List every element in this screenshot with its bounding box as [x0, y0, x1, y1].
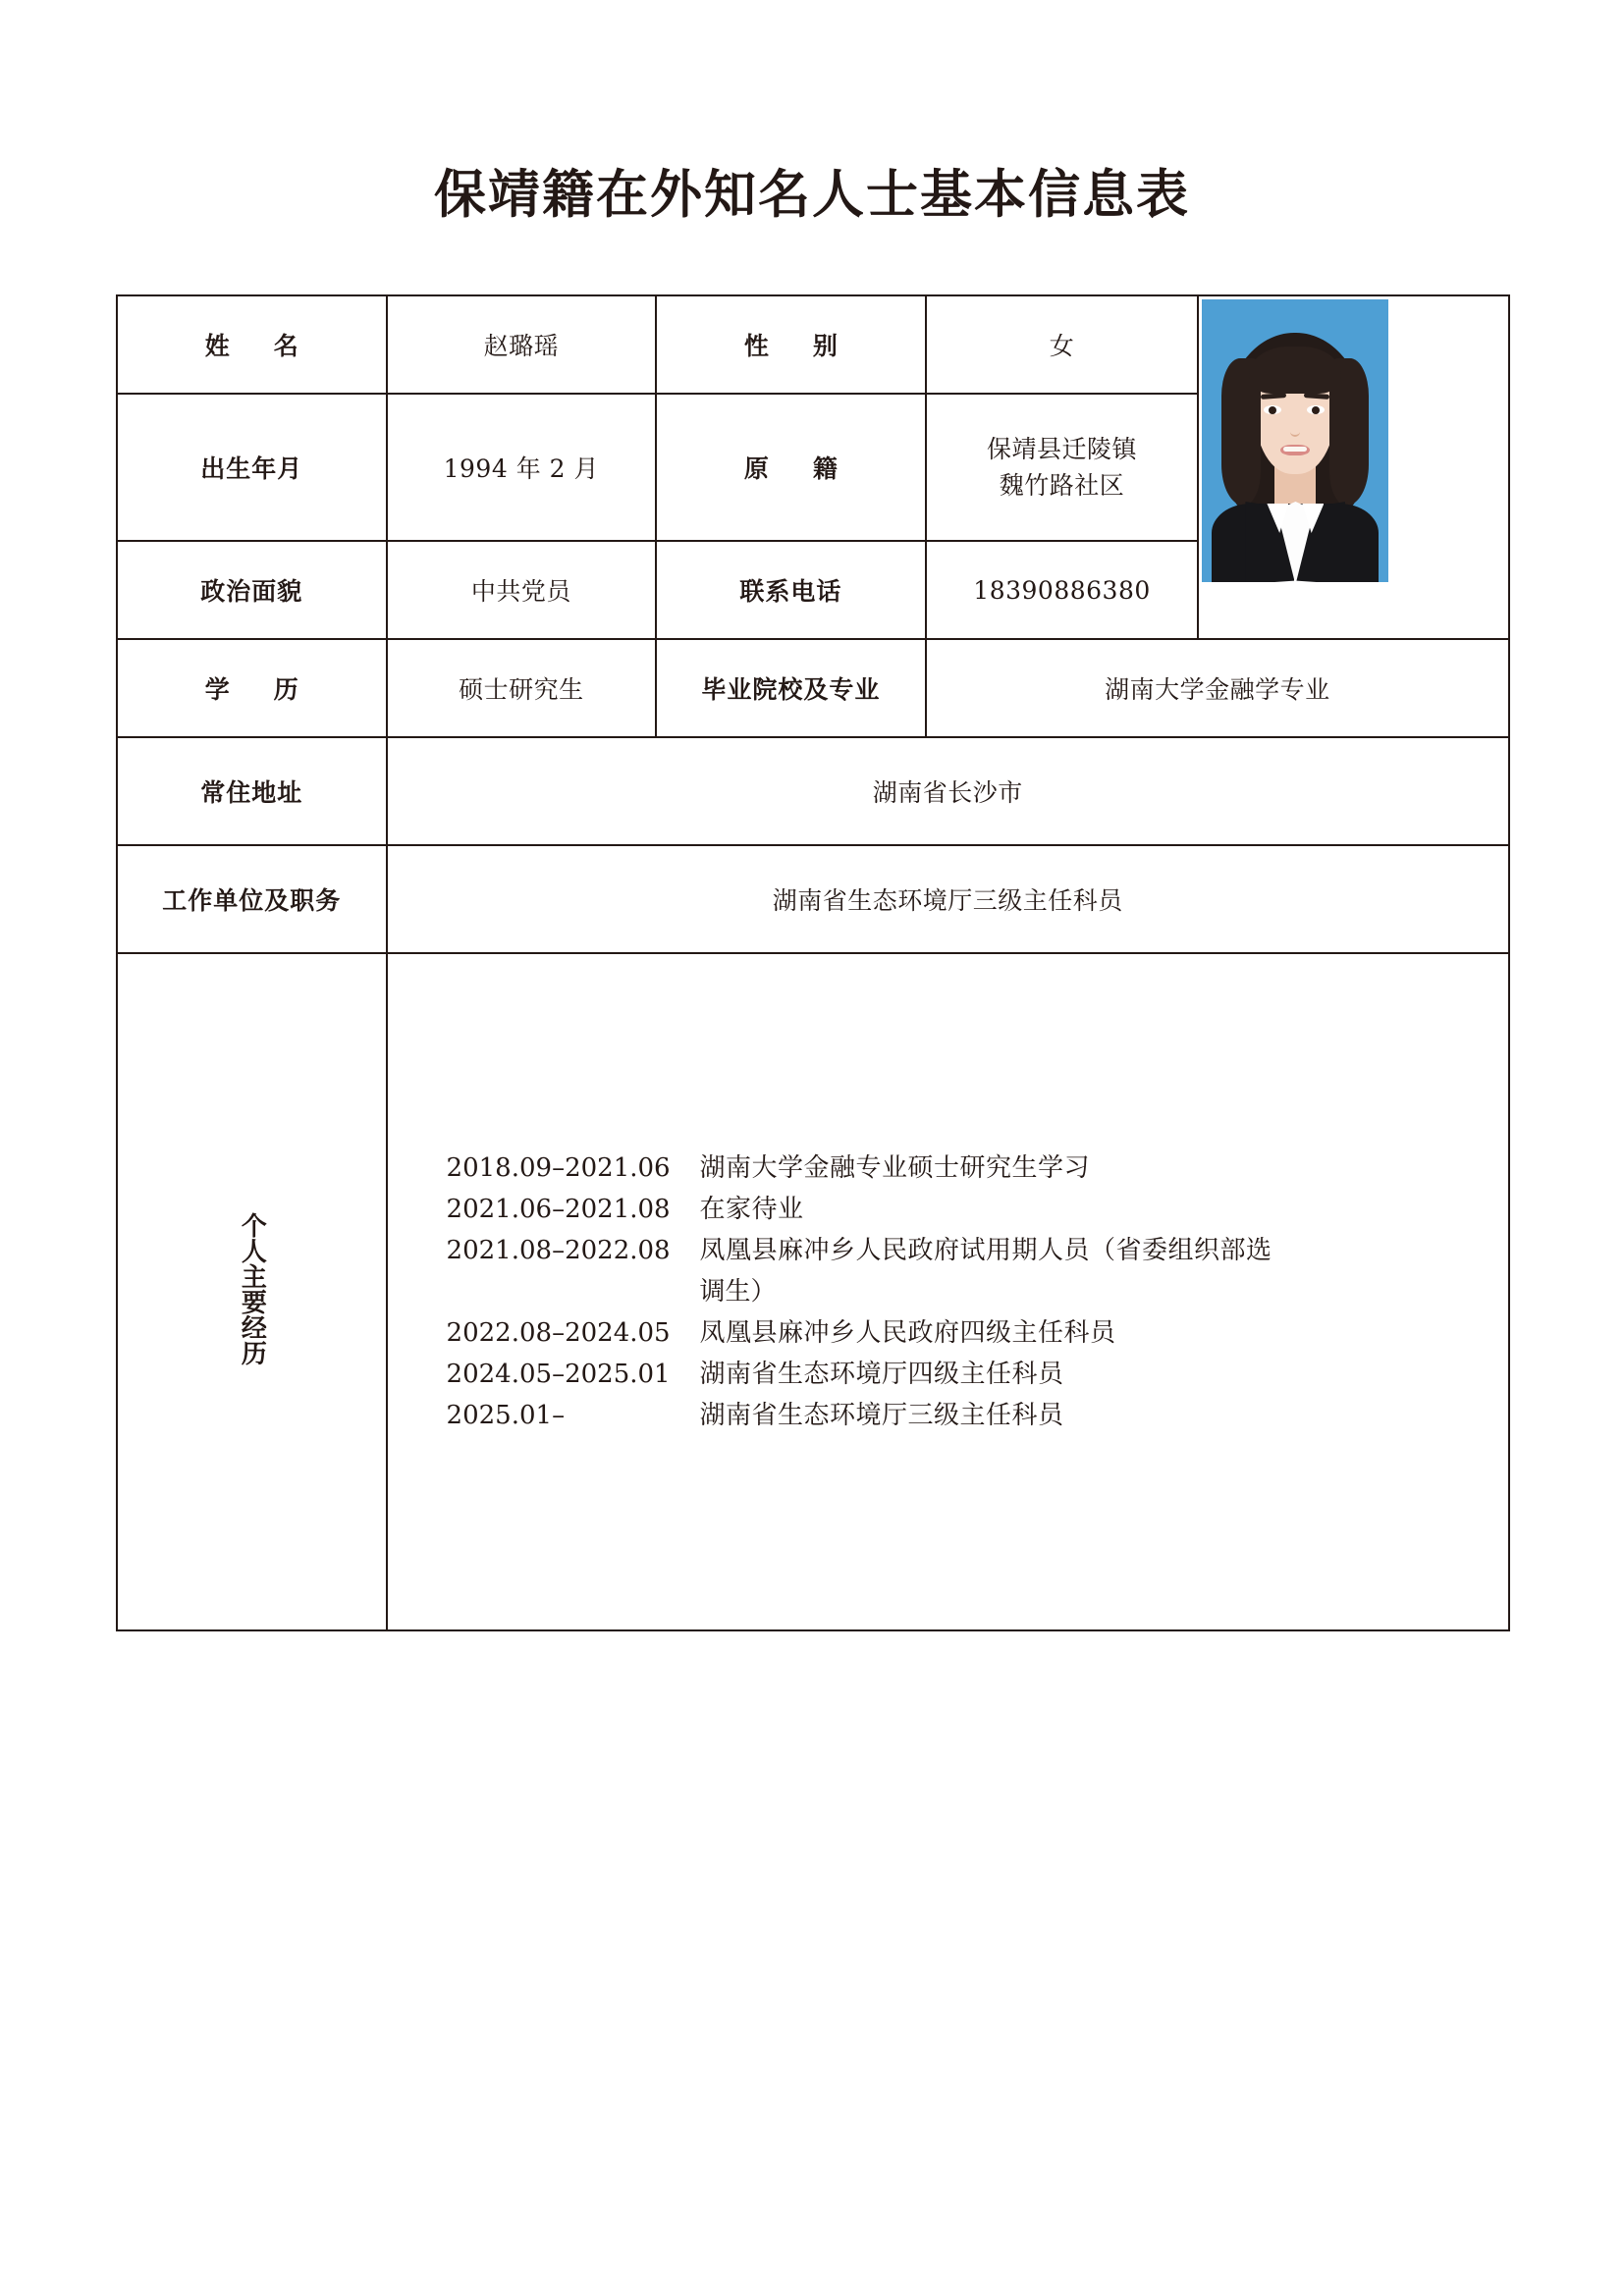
value-political-status: 中共党员 — [387, 541, 657, 639]
experience-description: 湖南大学金融专业硕士研究生学习 — [699, 1152, 1091, 1183]
experience-description: 在家待业 — [699, 1194, 804, 1224]
experience-period: 2021.06–2021.08 — [446, 1194, 671, 1224]
value-school-major: 湖南大学金融学专业 — [926, 639, 1509, 737]
experience-item — [447, 1395, 1508, 1436]
experience-period: 2021.08–2022.08 — [446, 1235, 671, 1265]
label-experience: 个人主要经历 — [237, 1212, 267, 1365]
experience-list — [447, 1148, 1508, 1437]
experience-period: 2022.08–2024.05 — [446, 1318, 671, 1349]
experience-item — [447, 1230, 1508, 1271]
photo-cell — [1198, 295, 1509, 639]
value-origin-line1: 保靖县迁陵镇 — [987, 434, 1138, 463]
experience-description: 凤凰县麻冲乡人民政府四级主任科员 — [699, 1318, 1116, 1349]
table-row-experience — [117, 953, 1509, 1630]
portrait-nose — [1290, 421, 1300, 437]
portrait-bangs — [1249, 347, 1341, 394]
label-school-major: 毕业院校及专业 — [656, 639, 926, 737]
experience-period: 2018.09–2021.06 — [446, 1152, 671, 1183]
experience-body — [388, 1148, 1508, 1437]
label-name: 姓 名 — [117, 295, 387, 394]
id-photo-image — [1202, 299, 1388, 582]
label-origin: 原 籍 — [656, 394, 926, 541]
label-work-unit: 工作单位及职务 — [117, 845, 387, 953]
value-experience-cell — [387, 953, 1509, 1630]
label-birth-date: 出生年月 — [117, 394, 387, 541]
value-residence: 湖南省长沙市 — [387, 737, 1509, 845]
experience-item — [447, 1189, 1508, 1230]
experience-description-continued: 调生） — [699, 1276, 777, 1307]
experience-item — [447, 1148, 1508, 1189]
label-gender: 性 别 — [656, 295, 926, 394]
value-origin — [926, 394, 1199, 541]
label-experience-cell — [117, 953, 387, 1630]
value-phone: 18390886380 — [926, 541, 1199, 639]
table-row-education — [117, 639, 1509, 737]
value-gender: 女 — [926, 295, 1199, 394]
page-title: 保靖籍在外知名人士基本信息表 — [434, 164, 1190, 225]
label-political-status: 政治面貌 — [117, 541, 387, 639]
experience-item — [447, 1312, 1508, 1354]
experience-item — [447, 1354, 1508, 1395]
value-name: 赵璐瑶 — [387, 295, 657, 394]
experience-period: 2025.01– — [446, 1401, 566, 1431]
person-info-table — [116, 294, 1510, 1631]
value-birth-date: 1994 年 2 月 — [387, 394, 657, 541]
photo-wrapper — [1199, 296, 1508, 638]
table-row-work — [117, 845, 1509, 953]
table-row-name — [117, 295, 1509, 394]
portrait-teeth — [1283, 447, 1307, 452]
experience-description: 湖南省生态环境厅四级主任科员 — [699, 1360, 1064, 1390]
experience-description: 凤凰县麻冲乡人民政府试用期人员（省委组织部选 — [699, 1235, 1272, 1265]
label-phone: 联系电话 — [656, 541, 926, 639]
label-residence: 常住地址 — [117, 737, 387, 845]
value-education: 硕士研究生 — [387, 639, 657, 737]
experience-period: 2024.05–2025.01 — [446, 1360, 671, 1390]
value-origin-line2: 魏竹路社区 — [999, 471, 1125, 500]
experience-description: 湖南省生态环境厅三级主任科员 — [699, 1401, 1064, 1431]
table-row-address — [117, 737, 1509, 845]
label-education: 学 历 — [117, 639, 387, 737]
value-work-unit: 湖南省生态环境厅三级主任科员 — [387, 845, 1509, 953]
